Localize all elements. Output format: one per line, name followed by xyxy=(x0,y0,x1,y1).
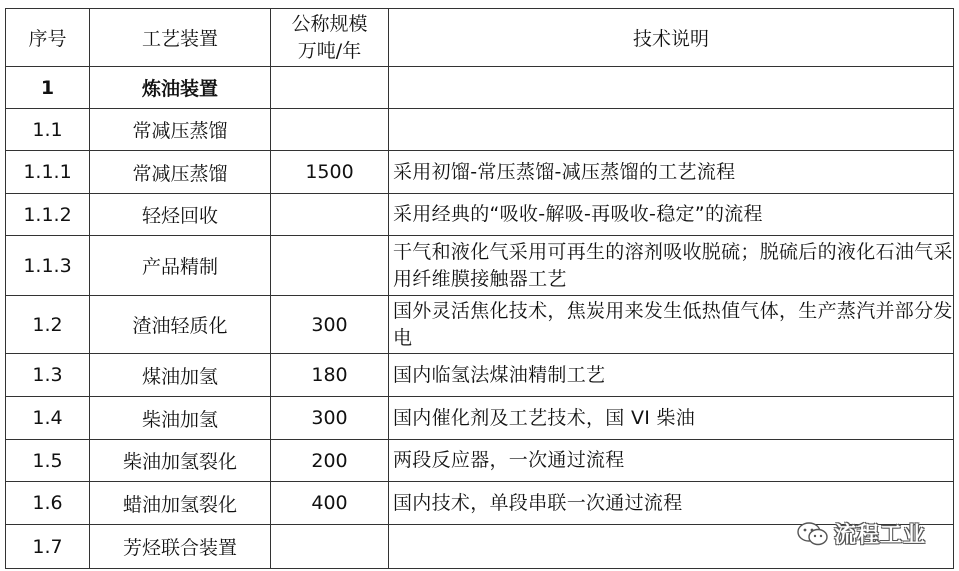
row-name: 煤油加氢 xyxy=(90,354,271,397)
row-no: 1.5 xyxy=(6,440,90,482)
row-no: 1.7 xyxy=(6,525,90,569)
row-desc: 国外灵活焦化技术，焦炭用来发生低热值气体，生产蒸汽并部分发电 xyxy=(389,296,954,354)
row-desc: 国内技术，单段串联一次通过流程 xyxy=(389,482,954,525)
row-desc: 国内催化剂及工艺技术，国 VI 柴油 xyxy=(389,397,954,440)
row-name: 常减压蒸馏 xyxy=(90,151,271,194)
table-row xyxy=(6,296,954,354)
header-scale-line2: 万吨/年 xyxy=(297,39,362,62)
row-desc: 国内临氢法煤油精制工艺 xyxy=(389,354,954,397)
row-no: 1.1.1 xyxy=(6,151,90,194)
row-scale: 200 xyxy=(271,440,389,482)
row-desc xyxy=(389,109,954,151)
table-row xyxy=(6,194,954,236)
row-scale: 300 xyxy=(271,296,389,354)
row-name: 柴油加氢 xyxy=(90,397,271,440)
header-unit: 工艺装置 xyxy=(90,9,271,67)
row-desc: 采用初馏-常压蒸馏-减压蒸馏的工艺流程 xyxy=(389,151,954,194)
row-scale: 180 xyxy=(271,354,389,397)
table-row xyxy=(6,67,954,109)
row-scale: 300 xyxy=(271,397,389,440)
row-name: 芳烃联合装置 xyxy=(90,525,271,569)
row-name: 炼油装置 xyxy=(90,67,271,109)
row-name: 常减压蒸馏 xyxy=(90,109,271,151)
table-row xyxy=(6,397,954,440)
watermark xyxy=(796,518,926,549)
row-desc: 两段反应器，一次通过流程 xyxy=(389,440,954,482)
row-no: 1 xyxy=(6,67,90,109)
row-scale xyxy=(271,67,389,109)
row-scale: 400 xyxy=(271,482,389,525)
row-no: 1.4 xyxy=(6,397,90,440)
row-no: 1.6 xyxy=(6,482,90,525)
row-name: 产品精制 xyxy=(90,236,271,296)
header-scale xyxy=(271,9,389,67)
process-table xyxy=(5,8,954,569)
header-desc: 技术说明 xyxy=(389,9,954,67)
watermark-text: 流程工业 xyxy=(834,523,927,548)
header-row xyxy=(6,9,954,67)
row-name: 柴油加氢裂化 xyxy=(90,440,271,482)
row-desc: 干气和液化气采用可再生的溶剂吸收脱硫；脱硫后的液化石油气采用纤维膜接触器工艺 xyxy=(389,236,954,296)
row-desc: 采用经典的“吸收-解吸-再吸收-稳定”的流程 xyxy=(389,194,954,236)
table-row xyxy=(6,354,954,397)
wechat-icon xyxy=(796,521,830,547)
row-no: 1.3 xyxy=(6,354,90,397)
row-name: 轻烃回收 xyxy=(90,194,271,236)
row-desc xyxy=(389,67,954,109)
header-scale-line1: 公称规模 xyxy=(291,12,368,35)
table-row xyxy=(6,109,954,151)
table-row xyxy=(6,440,954,482)
row-scale xyxy=(271,525,389,569)
row-name: 蜡油加氢裂化 xyxy=(90,482,271,525)
header-seq: 序号 xyxy=(6,9,90,67)
row-no: 1.2 xyxy=(6,296,90,354)
row-no: 1.1.3 xyxy=(6,236,90,296)
row-scale xyxy=(271,109,389,151)
row-no: 1.1 xyxy=(6,109,90,151)
table-row xyxy=(6,151,954,194)
row-scale xyxy=(271,236,389,296)
row-name: 渣油轻质化 xyxy=(90,296,271,354)
table-row xyxy=(6,236,954,296)
row-scale xyxy=(271,194,389,236)
row-scale: 1500 xyxy=(271,151,389,194)
row-no: 1.1.2 xyxy=(6,194,90,236)
